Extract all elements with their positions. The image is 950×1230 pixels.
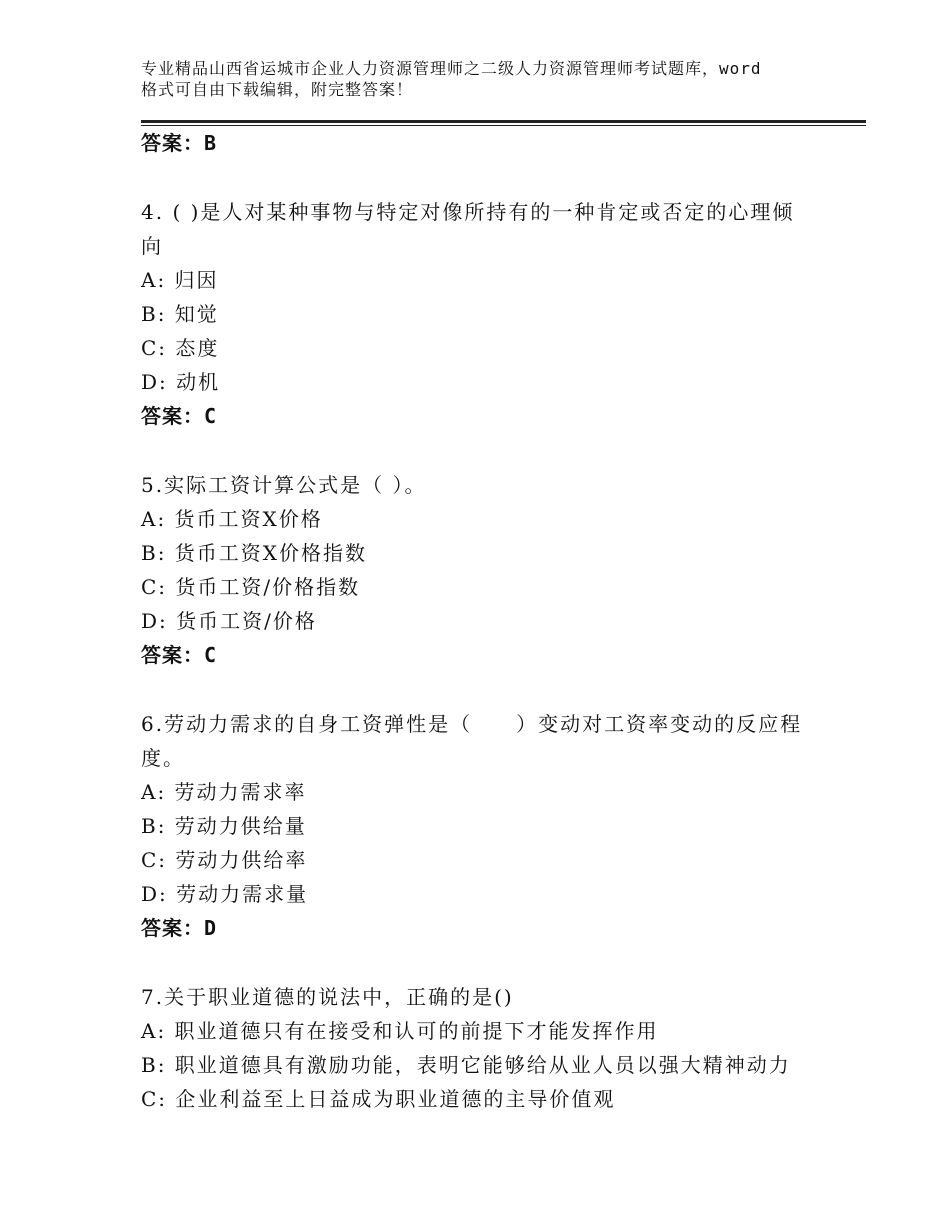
answer-label: 答案： <box>141 916 204 940</box>
question-6-option-c: C: 劳动力供给率 <box>141 848 308 872</box>
question-6-option-a: A: 劳动力需求率 <box>141 780 307 804</box>
question-4-stem-line-2: 向 <box>141 234 163 258</box>
answer-value: C <box>204 643 218 667</box>
question-7-option-b: B: 职业道德具有激励功能，表明它能够给从业人员以强大精神动力 <box>141 1053 791 1077</box>
question-6-stem-line-1: 6.劳动力需求的自身工资弹性是（ ）变动对工资率变动的反应程 <box>141 712 803 736</box>
answer-value: B <box>204 131 218 155</box>
question-7-stem-line-1: 7.关于职业道德的说法中，正确的是() <box>141 985 514 1009</box>
answer-value: C <box>204 404 218 428</box>
question-5-stem-line-1: 5.实际工资计算公式是（ ）。 <box>141 473 427 497</box>
page-header <box>141 58 841 100</box>
question-6-option-d: D: 劳动力需求量 <box>141 882 309 906</box>
question-4-stem-line-1: 4. ( )是人对某种事物与特定对像所持有的一种肯定或否定的心理倾 <box>141 200 795 224</box>
answer-label: 答案： <box>141 131 204 155</box>
question-6-answer <box>141 915 217 941</box>
answer-label: 答案： <box>141 404 204 428</box>
header-rule-thin <box>141 125 866 126</box>
question-5-option-d: D: 货币工资/价格 <box>141 609 317 633</box>
question-6-option-b: B: 劳动力供给量 <box>141 814 307 838</box>
question-4-option-a: A: 归因 <box>141 268 219 292</box>
question-4-option-c: C: 态度 <box>141 336 220 360</box>
header-rule-thick <box>141 120 866 123</box>
question-5-option-a: A: 货币工资X价格 <box>141 507 323 531</box>
question-6-stem-line-2: 度。 <box>141 746 185 770</box>
question-7-option-a: A: 职业道德只有在接受和认可的前提下才能发挥作用 <box>141 1019 659 1043</box>
question-5-option-c: C: 货币工资/价格指数 <box>141 575 361 599</box>
question-4-option-b: B: 知觉 <box>141 302 219 326</box>
answer-label: 答案： <box>141 643 204 667</box>
answer-value: D <box>204 916 218 940</box>
question-5-answer <box>141 642 217 668</box>
answer-prev <box>141 130 217 156</box>
header-line-2: 格式可自由下载编辑，附完整答案！ <box>141 80 414 99</box>
question-4-answer <box>141 403 217 429</box>
header-line-1: 专业精品山西省运城市企业人力资源管理师之二级人力资源管理师考试题库，word <box>141 59 762 78</box>
question-5-option-b: B: 货币工资X价格指数 <box>141 541 368 565</box>
question-4-option-d: D: 动机 <box>141 370 221 394</box>
question-7-option-c: C: 企业利益至上日益成为职业道德的主导价值观 <box>141 1087 616 1111</box>
